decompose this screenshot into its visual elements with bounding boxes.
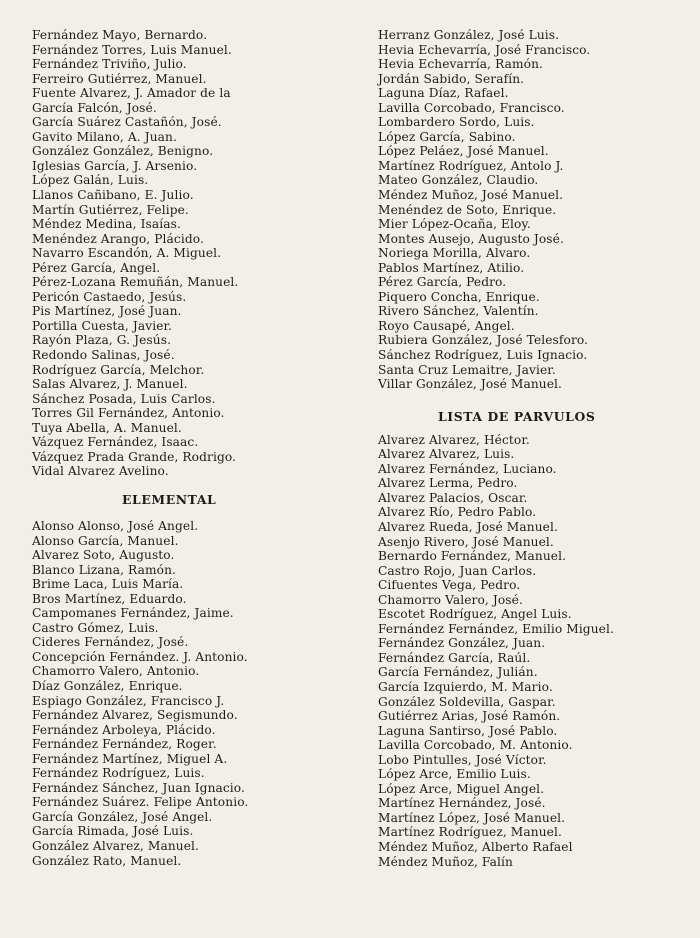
student-name: Fernández Torres, Luis Manuel. xyxy=(32,42,232,57)
student-name: Alvarez Río, Pedro Pablo. xyxy=(378,505,537,520)
student-name: Montes Ausejo, Augusto José. xyxy=(378,231,564,246)
student-name: Alvarez Lerma, Pedro. xyxy=(378,476,518,491)
student-name: González Soldevilla, Gaspar. xyxy=(378,694,556,709)
student-name: Fernández Arboleya, Plácido. xyxy=(32,722,216,737)
student-name: Alvarez Alvarez, Luis. xyxy=(378,447,515,462)
student-name: Iglesias García, J. Arsenio. xyxy=(32,158,198,173)
student-name: Pérez García, Angel. xyxy=(32,260,161,275)
student-name: Méndez Muñoz, José Manuel. xyxy=(378,188,564,203)
student-name: Pérez García, Pedro. xyxy=(378,275,507,290)
section-heading-parvulos: LISTA DE PARVULOS xyxy=(438,408,596,424)
student-name: Fernández Martínez, Miguel A. xyxy=(32,751,228,766)
student-name: Laguna Santirso, José Pablo. xyxy=(378,723,558,738)
student-name: Méndez Muñoz, Alberto Rafael xyxy=(378,839,573,854)
student-name: Blanco Lizana, Ramón. xyxy=(32,562,176,577)
student-name: Fernández Fernández, Roger. xyxy=(32,737,217,752)
student-name: Campomanes Fernández, Jaime. xyxy=(32,606,234,621)
student-name: Cifuentes Vega, Pedro. xyxy=(378,578,521,593)
student-name: Jordán Sabido, Serafín. xyxy=(378,71,525,86)
student-name: Lavilla Corcobado, Francisco. xyxy=(378,100,565,115)
student-name: Vázquez Fernández, Isaac. xyxy=(32,435,199,450)
student-name: Navarro Escandón, A. Miguel. xyxy=(32,246,222,261)
student-name: García Suárez Castañón, José. xyxy=(32,115,222,130)
student-name: Rodríguez García, Melchor. xyxy=(32,362,205,377)
student-name: Bros Martínez, Eduardo. xyxy=(32,591,187,606)
student-name: López García, Sabino. xyxy=(378,129,516,144)
student-name: Menéndez de Soto, Enrique. xyxy=(378,202,557,217)
student-name: Villar González, José Manuel. xyxy=(378,377,563,392)
student-name: Sánchez Posada, Luis Carlos. xyxy=(32,391,216,406)
student-name: Pérez-Lozana Remuñán, Manuel. xyxy=(32,275,239,290)
student-name: Rivero Sánchez, Valentín. xyxy=(378,304,539,319)
student-name: López Arce, Miguel Angel. xyxy=(378,781,545,796)
student-name: Lavilla Corcobado, M. Antonio. xyxy=(378,738,573,753)
student-name: Bernardo Fernández, Manuel. xyxy=(378,549,567,564)
student-name: Mier López-Ocaña, Eloy. xyxy=(378,217,531,232)
student-name: Gutiérrez Arias, José Ramón. xyxy=(378,709,561,724)
name-list xyxy=(32,28,362,479)
student-name: Hevia Echevarría, José Francisco. xyxy=(378,42,591,57)
student-name: Piquero Concha, Enrique. xyxy=(378,289,540,304)
name-list-parvulos xyxy=(378,433,688,869)
student-name: Rubiera González, José Telesforo. xyxy=(378,333,589,348)
student-name: Laguna Díaz, Rafael. xyxy=(378,86,509,101)
student-name: Hevia Echevarría, Ramón. xyxy=(378,57,544,72)
student-name: Noriega Morilla, Alvaro. xyxy=(378,246,531,261)
student-name: Martínez López, José Manuel. xyxy=(378,810,566,825)
student-name: García Fernández, Julián. xyxy=(378,665,538,680)
student-name: Brime Laca, Luis María. xyxy=(32,577,184,592)
student-name: Castro Gómez, Luis. xyxy=(32,620,159,635)
student-name: Alvarez Palacios, Oscar. xyxy=(378,490,528,505)
student-name: Díaz González, Enrique. xyxy=(32,678,183,693)
section-heading-elemental: ELEMENTAL xyxy=(122,491,217,507)
student-name: Llanos Cañibano, E. Julio. xyxy=(32,188,194,203)
student-name: Fernández Suárez. Felipe Antonio. xyxy=(32,795,249,810)
left-column xyxy=(32,28,362,868)
student-name: Fernández García, Raúl. xyxy=(378,650,531,665)
student-name: Cideres Fernández, José. xyxy=(32,635,189,650)
student-name: Redondo Salinas, José. xyxy=(32,348,175,363)
student-name: González Alvarez, Manuel. xyxy=(32,838,200,853)
student-name: Royo Causapé, Angel. xyxy=(378,318,515,333)
student-name: Martínez Hernández, José. xyxy=(378,796,546,811)
student-name: Martín Gutiérrez, Felipe. xyxy=(32,202,189,217)
name-list xyxy=(378,28,688,392)
student-name: Fuente Alvarez, J. Amador de la xyxy=(32,86,231,101)
student-name: García Falcón, José. xyxy=(32,100,157,115)
student-name: Salas Alvarez, J. Manuel. xyxy=(32,377,188,392)
student-name: Menéndez Arango, Plácido. xyxy=(32,231,204,246)
student-name: Alvarez Rueda, José Manuel. xyxy=(378,519,558,534)
student-name: Alonso Alonso, José Angel. xyxy=(32,518,199,533)
student-name: Portilla Cuesta, Javier. xyxy=(32,318,173,333)
student-name: Alvarez Alvarez, Héctor. xyxy=(378,432,530,447)
student-name: García González, José Angel. xyxy=(32,809,213,824)
student-name: Espiago González, Francisco J. xyxy=(32,693,225,708)
student-name: Castro Rojo, Juan Carlos. xyxy=(378,563,537,578)
student-name: Martínez Rodríguez, Antolo J. xyxy=(378,158,564,173)
student-name: Fernández Rodríguez, Luis. xyxy=(32,766,205,781)
student-name: Fernández Mayo, Bernardo. xyxy=(32,28,208,42)
right-column xyxy=(378,28,688,869)
student-name: García Izquierdo, M. Mario. xyxy=(378,679,553,694)
student-name: Chamorro Valero, Antonio. xyxy=(32,664,200,679)
student-name: Fernández Alvarez, Segismundo. xyxy=(32,708,238,723)
student-name: Méndez Muñoz, Falín xyxy=(378,854,513,869)
student-name: Sánchez Rodríguez, Luis Ignacio. xyxy=(378,348,588,363)
student-name: Lobo Pintulles, José Víctor. xyxy=(378,752,547,767)
student-name: Fernández Sánchez, Juan Ignacio. xyxy=(32,780,245,795)
student-name: Pericón Castaedo, Jesús. xyxy=(32,289,187,304)
student-name: Herranz González, José Luis. xyxy=(378,28,560,42)
student-name: García Rimada, José Luis. xyxy=(32,824,194,839)
student-name: Escotet Rodríguez, Angel Luis. xyxy=(378,607,572,622)
student-name: Alvarez Soto, Augusto. xyxy=(32,548,175,563)
student-name: Tuya Abella, A. Manuel. xyxy=(32,420,182,435)
student-name: Gavito Milano, A. Juan. xyxy=(32,129,177,144)
student-name: Fernández Fernández, Emilio Miguel. xyxy=(378,621,614,636)
student-name: López Galán, Luis. xyxy=(32,173,149,188)
name-list-elemental xyxy=(32,519,362,868)
student-name: Lombardero Sordo, Luis. xyxy=(378,115,535,130)
student-name: López Arce, Emilio Luis. xyxy=(378,767,531,782)
student-name: Fernández González, Juan. xyxy=(378,636,546,651)
student-name: Vázquez Prada Grande, Rodrigo. xyxy=(32,449,237,464)
student-name: Santa Cruz Lemaitre, Javier. xyxy=(378,362,556,377)
student-name: Chamorro Valero, José. xyxy=(378,592,523,607)
student-name: Mateo González, Claudio. xyxy=(378,173,539,188)
student-name: Pis Martínez, José Juan. xyxy=(32,304,182,319)
student-name: González González, Benigno. xyxy=(32,144,214,159)
student-name: Méndez Medina, Isaías. xyxy=(32,217,181,232)
student-name: González Rato, Manuel. xyxy=(32,853,182,868)
student-name: Concepción Fernández. J. Antonio. xyxy=(32,649,248,664)
student-name: Alvarez Fernández, Luciano. xyxy=(378,461,557,476)
student-name: Rayón Plaza, G. Jesús. xyxy=(32,333,172,348)
student-name: Fernández Triviño, Julio. xyxy=(32,57,187,72)
student-name: López Peláez, José Manuel. xyxy=(378,144,549,159)
student-name: Ferreiro Gutiérrez, Manuel. xyxy=(32,71,207,86)
student-name: Martínez Rodríguez, Manuel. xyxy=(378,825,562,840)
student-name: Asenjo Rivero, José Manuel. xyxy=(378,534,554,549)
student-name: Vidal Alvarez Avelino. xyxy=(32,464,169,479)
student-name: Torres Gil Fernández, Antonio. xyxy=(32,406,225,421)
student-name: Pablos Martínez, Atilio. xyxy=(378,260,525,275)
student-name: Alonso García, Manuel. xyxy=(32,533,179,548)
